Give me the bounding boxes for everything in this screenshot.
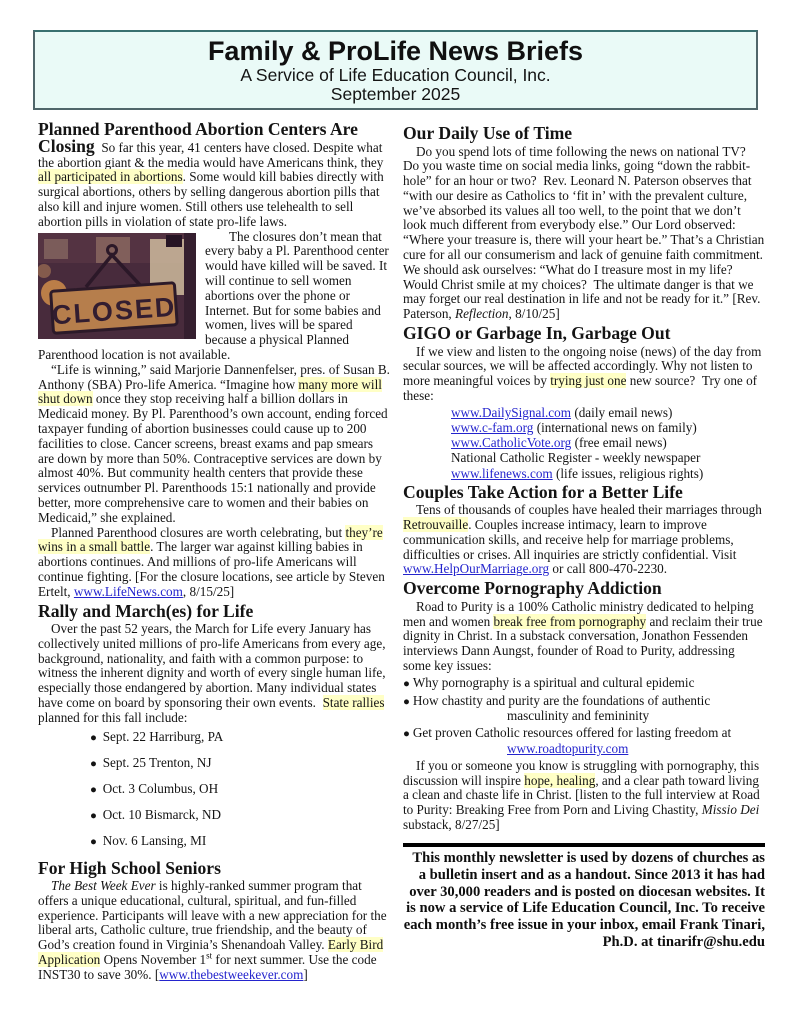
text-run: is highly-ranked summer program that offers a unique educational, cultural, spiritual, and fun-filled experience. Participants will leave with a new appreciation for the liberal arts, Catholic culture, true friendship, and the beauty of God’s creation found in Virginia’s Shenandoah Valley. [38,878,387,953]
text-hl: Retrouvaille [403,517,469,533]
rally-event-list [38,729,392,850]
rally-event-item: ● Sept. 25 Trenton, NJ [90,755,392,772]
text-run: If you or someone you know is struggling with pornography, this discussion will inspire [403,757,760,788]
inline-link[interactable]: www.LifeNews.com [73,583,183,599]
text-run: If we view and listen to the ongoing noise (news) of the day from secular sources, we will be affected accordingly. Why not listen to more meaningful voices by [403,343,762,389]
superscript-text: st [206,950,213,961]
key-issues-list [403,676,765,757]
issue-date: September 2025 [330,84,461,104]
gigo-paragraph [403,345,765,404]
closed-sign-photo [38,233,196,339]
pornography-paragraph-1 [403,600,765,674]
text-it: Missio Dei [701,802,760,818]
footer-note [403,843,765,951]
pp-closing-paragraph-2 [38,230,392,363]
text-run: ] [303,966,308,982]
text-run: The closures don’t mean that every baby a Pl. Parenthood center would have killed will be saved. It will continue to sell women abortions over the phone or Internet. But for some babies and women, lives will be spared because a physical Planned Parenthood location is not available. [38,228,389,362]
pp-closing-paragraph-1 [38,119,392,230]
inline-link[interactable]: www.DailySignal.com [451,404,572,420]
section-heading-seniors: For High School Seniors [38,857,221,878]
news-source-item [451,420,765,435]
text-run: planned for this fall include: [38,709,188,725]
text-run: (life issues, religious rights) [552,465,704,481]
text-it: Reflection [455,306,509,322]
text-run: or call 800-470-2230. [549,561,668,577]
text-run: . The larger war against killing babies in abortions continues. And millions of pro-life Americans will continue fighting. [For the closure locations, see article by Steven Ertelt, [38,539,385,599]
key-issue-item [403,726,765,757]
text-run: How chastity and purity are the foundations of authentic masculinity and femininity [412,692,711,724]
inline-link[interactable]: www.roadtopurity.com [507,740,629,756]
news-source-item [451,450,765,465]
news-source-item [451,405,765,420]
text-run: , 8/15/25] [182,583,235,599]
text-run: once they stop receiving half a billion dollars in Medicaid money. By Pl. Parenthood’s own account, ending forced taxpayer funding of abortion businesses could cause up to 200 facilities to close. Cancer screens, breast exams and pap smears are down by more than 50%. Contraceptive services are down by almost 40%. But community health centers that provide these services outnumber Pl. Parenthoods 15:1 nationally and provide better, more comprehensive care to women and their babies on Medicaid,” she explained. [38,391,388,525]
right-column [403,122,765,983]
newsletter-subtitle: A Service of Life Education Council, Inc. [240,65,551,85]
closed-sign-text: CLOSED [50,291,178,330]
key-issue-item [403,694,765,725]
section-heading-pornography: Overcome Pornography Addiction [403,578,662,599]
pornography-paragraph-2 [403,759,765,833]
news-source-item [451,466,765,481]
text-run: substack, 8/27/25] [403,816,500,832]
text-run: and reclaim their true dignity in Christ. In a substack conversation, Jonathon Fessenden interviews Dann Aungst, founder of Road to Purity, addressing some key issues: [403,613,763,673]
masthead [33,30,758,110]
rally-event-item: ● Nov. 6 Lansing, MI [90,833,392,850]
key-issue-item [403,676,765,692]
text-run: (international news on family) [533,419,697,435]
inline-link[interactable]: www.CatholicVote.org [451,435,572,451]
text-run: Planned Parenthood closures are worth celebrating, but [51,524,346,540]
text-hl: they’re wins in a small battle [38,524,383,555]
text-hl: Early Bird Application [38,937,384,968]
text-run: Opens November 1 [100,952,207,968]
text-run: (free email news) [571,435,667,451]
text-hl: State rallies [322,694,385,710]
section-heading-gigo: GIGO or Garbage In, Garbage Out [403,323,671,344]
text-run: Tens of thousands of couples have healed their marriages through [416,502,762,518]
text-run: “Life is winning,” said Marjorie Dannenfelser, pres. of Susan B. Anthony (SBA) Pro-life America. “Imagine how [38,361,390,392]
text-run: , 8/10/25] [508,306,560,322]
text-run: . Couples increase intimacy, learn to improve communication skills, and receive help for marriage problems, difficulties or crises. All inquiries are strictly confidential. Visit [403,517,737,562]
text-lead: Planned Parenthood Abortion Centers Are Closing [38,119,358,156]
text-run: Road to Purity is a 100% Catholic ministry dedicated to helping men and women [403,598,754,629]
rally-paragraph [38,622,392,726]
left-column [38,119,392,983]
rally-event-item: ● Oct. 10 Bismarck, ND [90,807,392,824]
pp-closing-paragraph-4 [38,526,392,600]
text-run: , and a clear path toward living a clean and chaste life in Christ. [listen to the full interview at Road to Purity: Breaking Free from Porn and Living Chastity, [403,772,760,818]
inline-link[interactable]: www.c-fam.org [451,419,534,435]
section-heading-rally: Rally and March(es) for Life [38,600,254,621]
text-run: Get proven Catholic resources offered for lasting freedom at [412,725,732,741]
news-source-item [451,435,765,450]
text-hl: trying just one [550,373,627,389]
newsletter-title: Family & ProLife News Briefs [207,36,584,66]
rally-event-item: ● Oct. 3 Columbus, OH [90,781,392,798]
couples-paragraph [403,503,765,577]
text-run: new source? Try one of these: [403,373,758,403]
inline-link[interactable]: www.HelpOurMarriage.org [403,561,550,577]
text-run: So far this year, 41 centers have closed. Despite what the abortion giant & the media would have Americans think, they [38,139,384,170]
text-run: This monthly newsletter is used by dozens of churches as a bulletin insert and as a handout. Since 2013 it has had over 30,000 readers and is posted on diocesan websites. It is now a service of Life Education Council, Inc. To receive each month’s free issue in your inbox, email Frank Tinari, Ph.D. at tinarifr@shu.edu [403,849,765,951]
text-run: Why pornography is a spiritual and cultural epidemic [412,674,695,690]
text-run: . Some would kill babies directly with surgical abortions, others by selling dangerous abortion pills that also kill and injure women. Still others use telehealth to sell abortion pills in violation of state pro-life laws. [38,169,384,229]
text-hl: all participated in abortions [38,169,183,185]
text-run: for next summer. Use the code INST30 to save 30%. [ [38,952,377,982]
footer-text [403,850,765,951]
text-hl: break free from pornography [493,613,647,629]
news-source-list [403,405,765,481]
content-columns [0,110,791,983]
text-run: Over the past 52 years, the March for Life every January has collectively united millions of pro-life Americans from every age, background, nationality, and faith with a common purpose: to witness the inherent dignity and worth of every single human life, especially those endangered by abortion. Many individual states have come on board by sponsoring their own events. [38,621,386,710]
text-hl: many more will shut down [38,376,382,407]
time-paragraph [403,145,765,323]
section-heading-couples: Couples Take Action for a Better Life [403,481,683,502]
text-run: National Catholic Register - weekly newspaper [451,450,701,466]
text-it: The Best Week Ever [51,878,156,894]
text-hl: hope, healing [524,772,596,788]
rally-event-item: ● Sept. 22 Harriburg, PA [90,729,392,746]
inline-link[interactable]: www.lifenews.com [451,465,553,481]
seniors-paragraph [38,879,392,983]
text-run: Do you spend lots of time following the news on national TV? Do you waste time on social media links, going “down the rabbit-hole” for an hour or two? Rev. Leonard N. Paterson observes that “with our desire as Catholics to ‘fit in’ with the prevalent culture, we’ve absorbed its values all too well, to the point that we don’t look much different from everybody else.” Our Lord observed: “Where your treasure is, there will your heart be.” That’s a Christian cure for all our consumerism and lack of genuine faith commitment. We should ask ourselves: “What do I treasure most in my life? Would Christ smile at my choices? The ultimate danger is that we may forget our real destination in life and not be ready for it.” [Rev. Paterson, [403,143,765,322]
section-heading-time: Our Daily Use of Time [403,123,573,143]
inline-link[interactable]: www.thebestweekever.com [159,966,304,982]
text-run: (daily email news) [571,404,673,420]
pp-closing-paragraph-3 [38,363,392,526]
